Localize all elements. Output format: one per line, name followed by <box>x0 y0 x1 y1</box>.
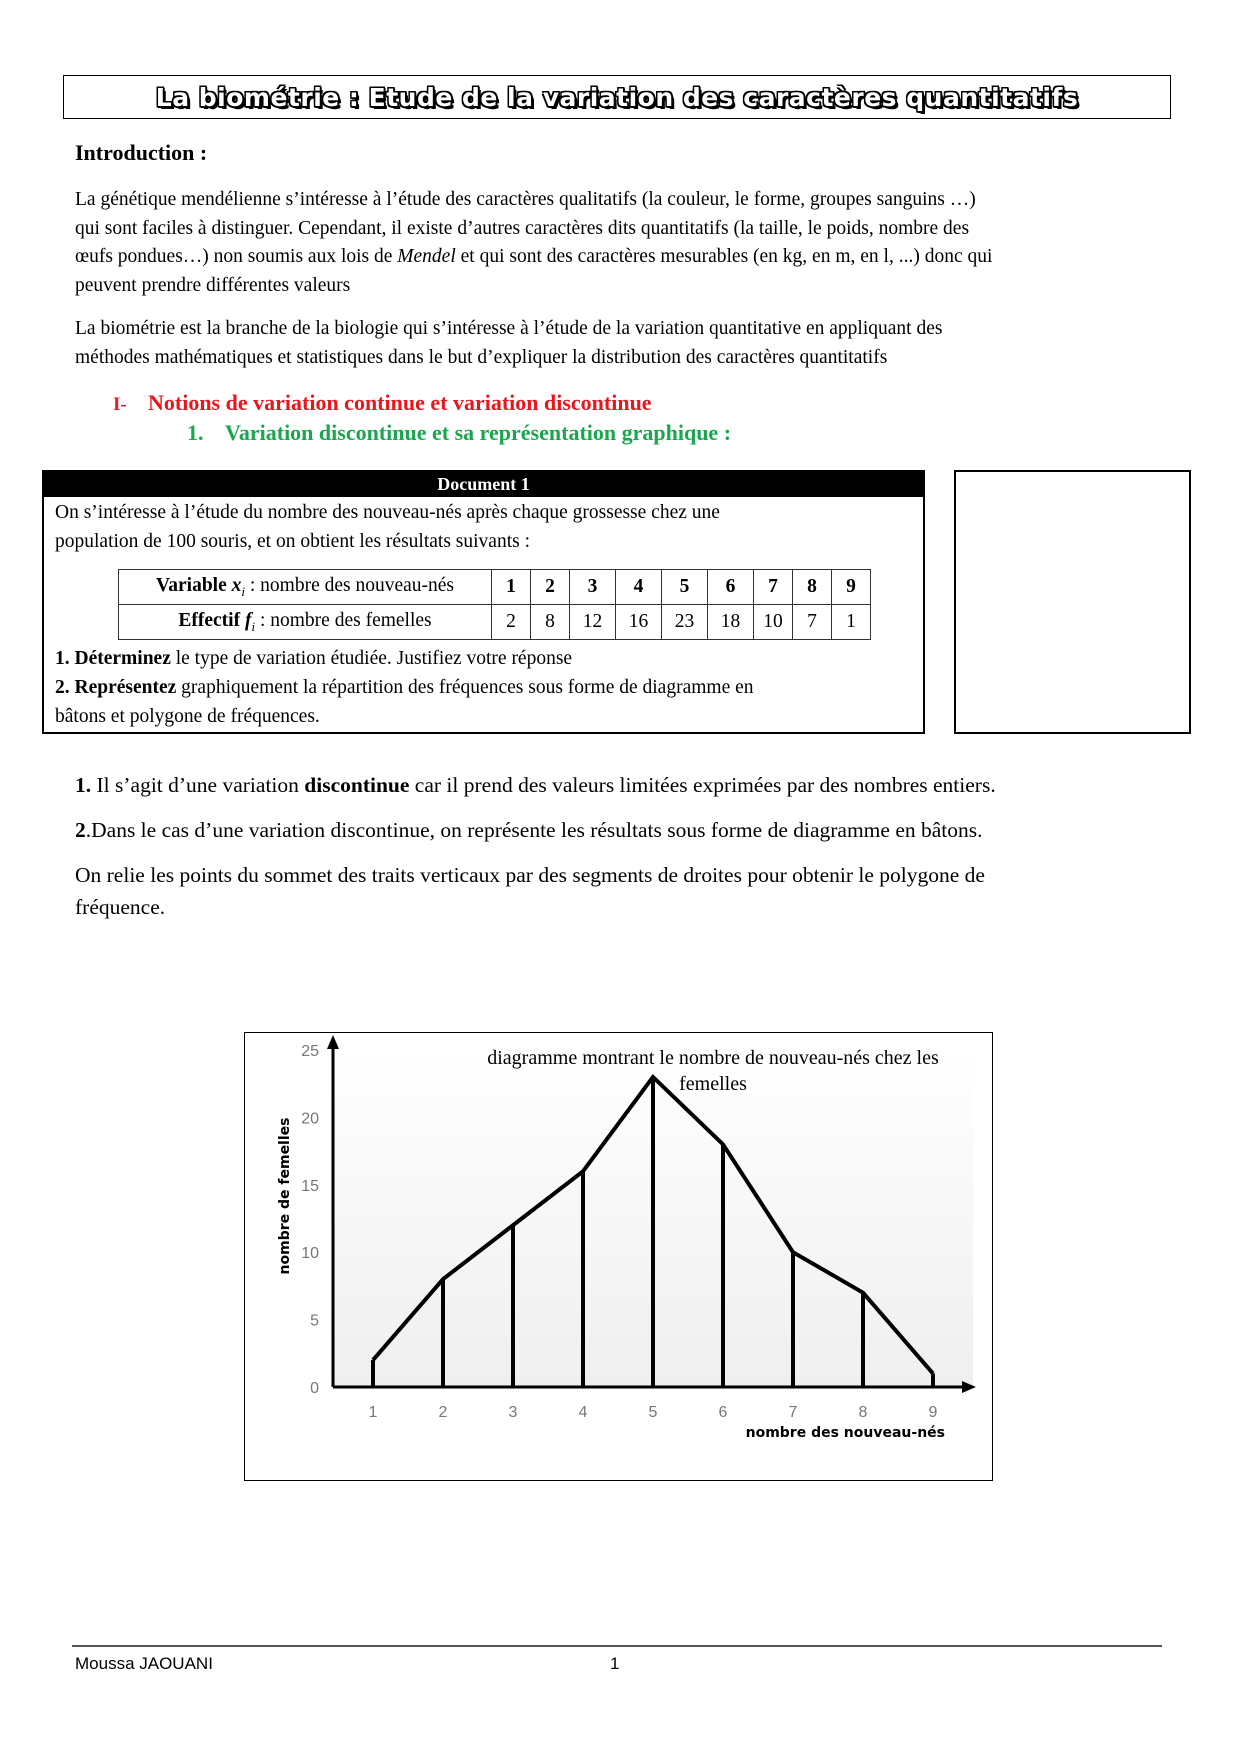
frequency-chart <box>244 1032 993 1481</box>
table-cell: 9 <box>832 570 871 605</box>
section-title: Notions de variation continue et variation discontinue <box>148 390 652 415</box>
empty-answer-box <box>954 470 1191 734</box>
introduction-heading: Introduction : <box>75 140 208 165</box>
question-1 <box>55 644 754 673</box>
mendel-italic: Mendel <box>397 246 456 267</box>
answer-line: On relie les points du sommet des traits verticaux par des segments de droites pour obtenir le polygone de <box>75 863 985 887</box>
table-cell: 1 <box>492 570 531 605</box>
footer-page-number: 1 <box>610 1654 620 1673</box>
subsection-number: 1. <box>187 420 204 445</box>
label-var: x <box>231 574 242 596</box>
answer-text: Il s’agit d’une variation <box>91 773 305 797</box>
table-cell: 16 <box>616 605 662 640</box>
section-number: I- <box>113 394 127 415</box>
chart-svg <box>245 1033 994 1482</box>
answer-text: .Dans le cas d’une variation discontinue, on représente les résultats sous forme de diagramme en bâtons. <box>85 818 983 842</box>
table-cell: 18 <box>708 605 754 640</box>
data-table <box>118 569 871 640</box>
page-title: La biométrie : Etude de la variation des caractères quantitatifs <box>155 82 1079 112</box>
question-2 <box>55 673 754 702</box>
answer-number: 2 <box>75 818 86 842</box>
label-bold: Variable <box>155 574 232 596</box>
document-1-box <box>42 470 925 734</box>
table-cell: 2 <box>531 570 570 605</box>
table-cell: 3 <box>570 570 616 605</box>
q1-text: le type de variation étudiée. Justifiez votre réponse <box>170 648 573 669</box>
section-heading-1 <box>113 390 652 416</box>
x-tick-label: 7 <box>788 1404 798 1421</box>
intro-line: méthodes mathématiques et statistiques dans le but d’expliquer la distribution des caractères quantitatifs <box>75 346 888 368</box>
intro-text: et qui sont des caractères mesurables (en kg, en m, en l, ...) donc qui <box>455 246 993 267</box>
table-cell: 1 <box>832 605 871 640</box>
document-1-intro <box>55 498 720 556</box>
subsection-heading-1 <box>187 420 731 446</box>
chart-title-line-1: diagramme montrant le nombre de nouveau-nés chez les <box>487 1047 939 1069</box>
y-tick-label: 15 <box>301 1177 319 1195</box>
table-row-variable <box>119 570 871 605</box>
x-tick-label: 1 <box>368 1404 378 1421</box>
table-cell: 4 <box>616 570 662 605</box>
label-rest: : nombre des femelles <box>255 609 432 631</box>
y-axis-label: nombre de femelles <box>277 1117 293 1275</box>
y-tick-label: 20 <box>301 1110 319 1128</box>
x-tick-label: 4 <box>578 1404 588 1421</box>
label-bold: Effectif <box>178 609 245 631</box>
answer-2 <box>75 814 1175 846</box>
q2-bold: 2. Représentez <box>55 677 177 698</box>
y-tick-label: 10 <box>301 1245 319 1263</box>
answer-number: 1. <box>75 773 92 797</box>
x-tick-label: 8 <box>858 1404 868 1421</box>
answer-1 <box>75 769 1175 801</box>
label-var: f <box>244 609 252 631</box>
row-label-variable <box>119 570 492 605</box>
y-tick-label: 25 <box>301 1043 319 1060</box>
x-tick-label: 2 <box>438 1404 448 1421</box>
document-1-questions <box>55 644 754 731</box>
subsection-title: Variation discontinue et sa représentation graphique : <box>225 420 732 445</box>
footer-divider <box>72 1645 1162 1647</box>
footer-author: Moussa JAOUANI <box>75 1654 213 1673</box>
table-cell: 7 <box>754 570 793 605</box>
intro-line: qui sont faciles à distinguer. Cependant, il existe d’autres caractères dits quantitatifs (la taille, le poids, nombre des <box>75 217 970 239</box>
x-tick-label: 5 <box>648 1404 658 1421</box>
x-tick-label: 3 <box>508 1404 518 1421</box>
answer-3 <box>75 859 1175 923</box>
intro-line: La biométrie est la branche de la biologie qui s’intéresse à l’étude de la variation quantitative en appliquant des <box>75 318 943 339</box>
intro-line <box>75 243 1170 272</box>
question-2-line-2: bâtons et polygone de fréquences. <box>55 706 320 727</box>
y-tick-labels <box>301 1043 319 1397</box>
table-cell: 23 <box>662 605 708 640</box>
q2-text: graphiquement la répartition des fréquences sous forme de diagramme en <box>176 677 754 698</box>
answer-text: car il prend des valeurs limitées exprimées par des nombres entiers. <box>409 773 996 797</box>
doc-intro-line: On s’intéresse à l’étude du nombre des nouveau-nés après chaque grossesse chez une <box>55 502 720 523</box>
table-cell: 2 <box>492 605 531 640</box>
introduction-paragraph-1 <box>75 186 1170 300</box>
y-axis-arrow-icon <box>327 1035 339 1049</box>
answer-line: fréquence. <box>75 895 166 919</box>
table-row-effectif <box>119 605 871 640</box>
label-sub: i <box>241 583 245 599</box>
table-cell: 12 <box>570 605 616 640</box>
answer-bold: discontinue <box>304 773 410 797</box>
table-cell: 5 <box>662 570 708 605</box>
doc-intro-line: population de 100 souris, et on obtient les résultats suivants : <box>55 531 530 552</box>
table-cell: 8 <box>793 570 832 605</box>
table-cell: 10 <box>754 605 793 640</box>
document-1-header: Document 1 <box>44 472 923 497</box>
table-cell: 8 <box>531 605 570 640</box>
x-axis-label: nombre des nouveau-nés <box>745 1425 945 1441</box>
y-tick-label: 5 <box>310 1312 319 1330</box>
page-title-box <box>63 75 1171 119</box>
intro-line: peuvent prendre différentes valeurs <box>75 274 351 296</box>
q1-bold: 1. Déterminez <box>55 648 171 669</box>
table-cell: 7 <box>793 605 832 640</box>
introduction-paragraph-2 <box>75 315 1170 372</box>
x-tick-label: 9 <box>928 1404 938 1421</box>
label-sub: i <box>251 618 256 634</box>
intro-line: La génétique mendélienne s’intéresse à l’étude des caractères qualitatifs (la couleur, le forme, groupes sanguins …) <box>75 189 976 210</box>
x-tick-labels <box>369 1404 938 1421</box>
intro-text: œufs pondues…) non soumis aux lois de <box>75 246 398 267</box>
table-cell: 6 <box>708 570 754 605</box>
x-tick-label: 6 <box>718 1404 728 1421</box>
row-label-effectif <box>119 605 492 640</box>
label-rest: : nombre des nouveau-nés <box>245 574 455 596</box>
y-tick-label: 0 <box>310 1380 319 1397</box>
chart-title-line-2: femelles <box>679 1073 747 1095</box>
